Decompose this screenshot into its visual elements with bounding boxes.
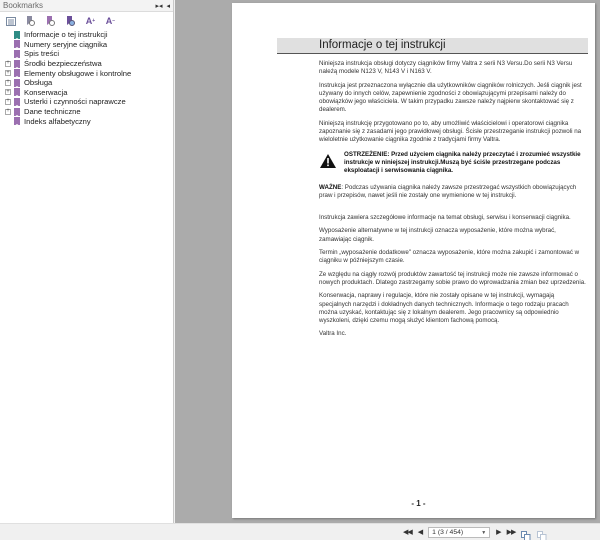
bookmark-item[interactable] [0,116,173,126]
expand-icon[interactable]: + [6,69,10,76]
expand-icon[interactable]: + [6,98,10,105]
paragraph: Ze względu na ciągły rozwój produktów zawartość tej instrukcji może nie zawsze informować o nowych produktach. Dlatego zastrzegamy sobie prawo do wprowadzania zmian bez uprzedzenia. [319,270,586,286]
bookmark-icon [14,60,20,68]
expand-icon[interactable]: + [6,108,10,115]
page-selector[interactable] [428,527,490,538]
bookmark-label: Numery seryjne ciągnika [24,39,108,49]
bookmark-item[interactable] [0,97,173,107]
increase-font-icon[interactable]: A + [85,16,96,26]
decrease-font-icon[interactable]: A − [105,16,116,26]
bookmarks-tree [0,30,173,126]
bookmark-icon [14,69,20,77]
bookmark-item[interactable] [0,68,173,78]
bookmark-icon [14,40,20,48]
bookmark-icon [14,31,20,39]
bookmark-icon [14,98,20,106]
bookmarks-title: Bookmarks [3,1,44,10]
bookmark-label: Spis treści [24,49,60,59]
expand-bookmark-icon[interactable] [65,16,76,27]
bookmark-options-icon[interactable] [5,16,16,27]
next-view-icon[interactable] [537,528,547,538]
bookmark-label: Obsługa [24,78,53,88]
previous-view-icon[interactable] [521,528,531,538]
warning-triangle-icon [319,151,344,171]
signature: Valtra Inc. [319,330,347,338]
bookmark-item[interactable] [0,88,173,98]
bookmark-label: Elementy obsługowe i kontrolne [24,68,132,78]
navigation-toolbar [0,523,600,540]
important-text: : Podczas używania ciągnika należy zawsze przestrzegać wszystkich obowiązujących praw i przepisów, nawet jeśli nie zostały one wymienione w tej instrukcji. [319,183,577,199]
next-page-button[interactable]: ▶ [496,528,501,536]
expand-icon[interactable]: + [6,79,10,86]
bookmark-icon [14,88,20,96]
paragraph: Instrukcja jest przeznaczona wyłącznie dla użytkowników ciągników rolniczych. Jeśli ciągnik jest używany do innych celów, zapewnienie zgodności z obowiązującymi przepisami należy do obowiązków jego właściciela. W takim przypadku zawsze należy najpierw skontaktować się z dealerem. [319,81,582,114]
expand-icon[interactable]: + [6,88,10,95]
warning-block [319,151,587,176]
bookmark-icon [14,108,20,116]
bookmark-icon [14,117,20,125]
bookmark-item[interactable] [0,59,173,69]
collapse-panel-icon[interactable]: ◂ [166,2,170,10]
important-label: WAŻNE [319,183,342,191]
page-content [319,60,587,344]
paragraph: Niniejszą instrukcję przygotowano po to, aby umożliwić właścicielowi i operatorowi ciągnika zapoznanie się z zasadami jego prawidłowej obsługi. Ścisłe przestrzeganie instrukcji pozwoli na wieloletnie użytkowanie ciągnika zgodnie z tradycjami firmy Valtra. [319,119,582,144]
bookmark-item[interactable] [0,40,173,50]
bookmark-item[interactable] [0,107,173,117]
section-heading-bar [277,38,588,54]
paragraph: Niniejsza instrukcja obsługi dotyczy ciągników firmy Valtra z serii N3 Versu.Do serii N3 Versu należą modele N123 V, N143 V i N163 V. [319,60,573,76]
bookmark-label: Środki bezpieczeństwa [24,59,102,69]
previous-page-button[interactable]: ◀ [417,528,423,536]
bookmark-label: Informacje o tej instrukcji [24,30,108,40]
page-number: - 1 - [411,499,426,508]
bookmark-item[interactable] [0,30,173,40]
bookmarks-toolbar [0,12,173,30]
expand-panel-icon[interactable]: ▸◂ [155,2,163,10]
last-page-button[interactable]: ▶▶ [506,528,516,536]
expand-icon[interactable]: + [6,60,10,67]
bookmark-label: Konserwacja [24,87,68,97]
document-viewer[interactable] [175,0,600,523]
bookmark-label: Usterki i czynności naprawcze [24,97,126,107]
add-bookmark-icon[interactable] [25,16,36,27]
document-page [232,3,595,518]
bookmark-label: Dane techniczne [24,107,81,117]
bookmark-label: Indeks alfabetyczny [24,116,91,126]
bookmark-properties-icon[interactable] [45,16,56,27]
bookmarks-panel [0,0,174,523]
paragraph: Wyposażenie alternatywne w tej instrukcji oznacza wyposażenie, które można wybrać, zamawiając ciągnik. [319,227,556,243]
first-page-button[interactable]: ◀◀ [403,528,412,536]
bookmark-item[interactable] [0,78,173,88]
page-selector-value: 1 (3 / 454) [432,529,464,536]
bookmarks-header [0,0,173,12]
warning-text: OSTRZEŻENIE: Przed użyciem ciągnika należy przeczytać i zrozumieć wszystkie instrukcje w niniejszej instrukcji.Muszą być ściśle przestrzegane podczas eksploatacji i serwisowania ciągnika. [344,150,581,175]
section-heading: Informacje o tej instrukcji [319,39,446,51]
important-note [319,184,587,201]
bookmark-icon [14,79,20,87]
paragraph: Termin „wyposażenie dodatkowe" oznacza wyposażenie, które można zakupić i zamontować w ciągniku w późniejszym czasie. [319,249,580,265]
chevron-down-icon: ▼ [481,529,487,536]
bookmark-item[interactable] [0,49,173,59]
bookmark-icon [14,50,20,58]
paragraph: Instrukcja zawiera szczegółowe informacje na temat obsługi, serwisu i konserwacji ciągnika. [319,214,571,222]
paragraph: Konserwacja, naprawy i regulacje, które nie zostały opisane w tej instrukcji, wymagają specjalnych narzędzi i dokładnych danych technicznych. Informacje o tego rodzaju pracach można uzyskać, kontaktując się z lokalnym dealerem. Jego pracownicy są odpowiednio wyszkoleni, dzięki czemu mogą służyć klientom fachową pomocą. [319,292,569,325]
